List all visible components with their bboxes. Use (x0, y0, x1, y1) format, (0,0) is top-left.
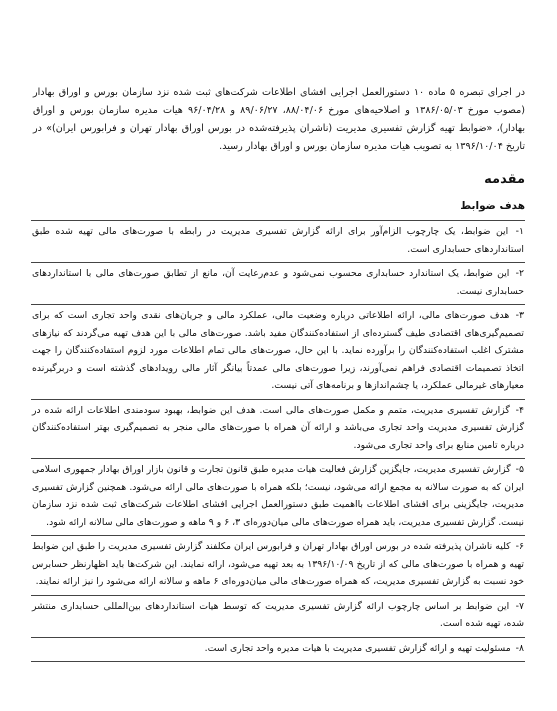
item-text: هدف صورت‌های مالی، ارائه اطلاعاتی درباره وضعیت مالی، عملکرد مالی و جریان‌های نقدی واحد تجاری است که برای تصمیم‌گیری‌های اقتصادی طیف گسترده‌ای از استفاده‌کنندگان مفید باشد. صورت‌های مالی با این هدف تهیه می‌گردند که نیازهای مشترک اغلب استفاده‌کنندگان را برآورده نماید. با این حال، صورت‌های مالی تمام اطلاعات مورد لزوم استفاده‌کنندگان را جهت اتخاذ تصمیمات اقتصادی فراهم نمی‌آورند، زیرا صورت‌های مالی عمدتاً بیانگر آثار مالی رویدادهای گذشته است و دربرگیرنده معیارهای غیرمالی عملکرد، یا چشم‌اندازها و برنامه‌های آتی نیست. (32, 310, 524, 391)
rule-cell (31, 637, 525, 662)
item-number: ۶- (515, 541, 524, 552)
item-text: کلیه ناشران پذیرفته شده در بورس اوراق بهادار تهران و فرابورس ایران مکلفند گزارش تفسیری مدیریت را طبق این ضوابط تهیه و همراه با صورت‌های مالی که از تاریخ ۱۳۹۶/۱۰/۰۹ به بعد تهیه می‌شود، ارائه نمایند. این شرکت‌ها باید اظهارنظر حسابرس خود نسبت به گزارش تفسیری مدیریت، که همراه صورت‌های مالی میان‌دوره‌ای ۶ ماهه و سالانه ارائه می‌شود را نیز ارائه نمایند. (32, 541, 524, 587)
item-number: ۱- (515, 226, 524, 237)
table-row (31, 595, 525, 637)
item-number: ۷- (515, 600, 524, 612)
item-text: این ضوابط، یک استاندارد حسابداری محسوب نمی‌شود و عدم‌رعایت آن، مانع از تطابق صورت‌های مالی با استانداردهای حسابداری نیست. (32, 268, 524, 297)
item-number: ۴- (515, 404, 524, 416)
rule-cell (31, 263, 525, 305)
rule-cell (31, 536, 525, 596)
table-row (31, 305, 525, 400)
item-number: ۲- (515, 268, 524, 279)
table-row (31, 221, 525, 263)
item-text: گزارش تفسیری مدیریت، جایگزین گزارش فعالیت هیات مدیره طبق قانون تجارت و قانون بازار اوراق بهادار جمهوری اسلامی ایران که به صورت سالانه به مجمع ارائه می‌شود، نیست؛ بلکه همراه با صورت‌های مالی ارائه می‌شود. همچنین گزارش تفسیری مدیریت، جایگزینی برای افشای اطلاعات بااهمیت طبق دستورالعمل اجرایی افشای اطلاعات شرکت‌های ثبت شده نزد سازمان نیست. گزارش تفسیری مدیریت، باید همراه صورت‌های مالی میان‌دوره‌ای ۳، ۶ و ۹ ماهه و صورت‌های مالی سالانه ارائه شود. (32, 464, 524, 528)
table-row (31, 399, 525, 459)
intro-paragraph: در اجرای تبصره ۵ ماده ۱۰ دستورالعمل اجرایی افشای اطلاعات شرکت‌های ثبت شده نزد سازمان بورس و اوراق بهادار (مصوب مورخ ۱۳۸۶/۰۵/۰۳ و اصلاحیه‌های مورخ ۸۸/۰۴/۰۶، ۸۹/۰۶/۲۷ و ۹۶/۰۴/۲۸ هیات مدیره سازمان بورس و اوراق بهادار)، «ضوابط تهیه گزارش تفسیری مدیریت (ناشران پذیرفته‌شده در بورس اوراق بهادار تهران و فرابورس ایران)» در تاریخ ۱۳۹۶/۱۰/۰۴ به تصویب هیات مدیره سازمان بورس و اوراق بهادار رسید. (33, 87, 526, 152)
table-row (31, 536, 525, 596)
rule-cell (31, 305, 525, 400)
rules-table (31, 220, 525, 662)
rule-cell (31, 221, 525, 263)
rule-cell (31, 459, 525, 536)
table-row (31, 637, 525, 662)
item-text: این ضوابط بر اساس چارچوب ارائه گزارش تفسیری مدیریت که توسط هیات استانداردهای بین‌المللی حسابداری منتشر شده، تهیه شده است. (32, 600, 524, 629)
table-row (31, 263, 525, 305)
item-number: ۳- (515, 310, 524, 321)
item-text: این ضوابط، یک چارچوب الزام‌آور برای ارائه گزارش تفسیری مدیریت در رابطه با صورت‌های مالی تهیه شده طبق استانداردهای حسابداری است. (32, 226, 524, 255)
section-title: مقدمه (484, 172, 525, 187)
rule-cell (31, 595, 525, 637)
table-row (31, 459, 525, 536)
item-text: مسئولیت تهیه و ارائه گزارش تفسیری مدیریت با هیات مدیره واحد تجاری است. (204, 642, 511, 654)
item-text: گزارش تفسیری مدیریت، متمم و مکمل صورت‌های مالی است. هدف این ضوابط، بهبود سودمندی اطلاعات ارائه شده در گزارش تفسیری مدیریت واحد تجاری می‌باشد و ارائه آن همراه با صورت‌های مالی منجر به تصمیم‌گیری بهتر استفاده‌کنندگان درباره تامین منابع برای واحد تجاری می‌شود. (32, 404, 524, 451)
rule-cell (31, 399, 525, 459)
item-number: ۸- (515, 642, 524, 654)
item-number: ۵- (515, 464, 524, 475)
section-subtitle: هدف ضوابط (460, 200, 525, 212)
